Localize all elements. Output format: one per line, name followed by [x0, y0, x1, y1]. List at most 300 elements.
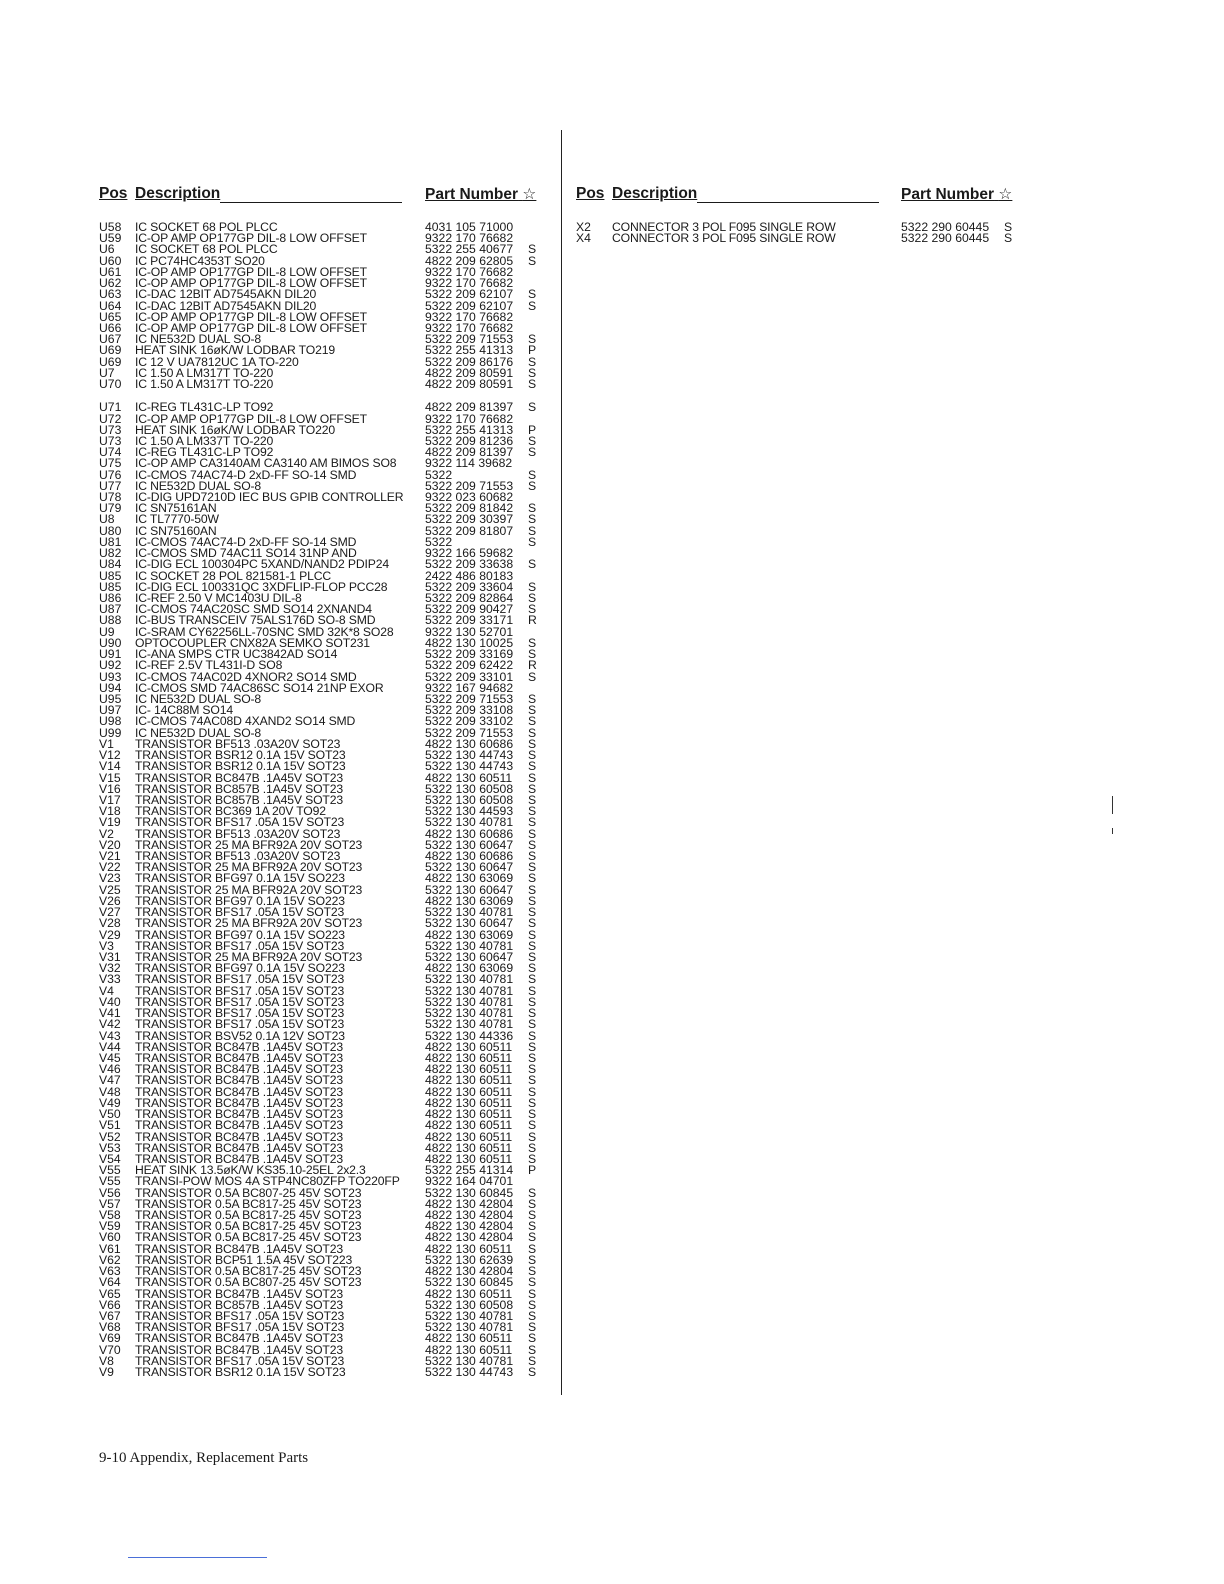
- part-number-cell: 5322 209 62422: [425, 658, 514, 673]
- pos-cell: V49: [99, 1095, 121, 1110]
- table-row: [99, 379, 549, 390]
- description-cell: TRANSISTOR BFS17 .05A 15V SOT23: [135, 938, 345, 953]
- part-number-cell: 9322 167 94682: [425, 680, 514, 695]
- pos-cell: U66: [99, 320, 122, 335]
- code-cell: S: [528, 849, 537, 864]
- pos-cell: U92: [99, 658, 122, 673]
- code-cell: S: [528, 433, 537, 448]
- pos-cell: U75: [99, 456, 122, 471]
- part-number-cell: 4822 130 60511: [425, 1331, 513, 1346]
- description-cell: TRANSISTOR BC847B .1A45V SOT23: [135, 1241, 343, 1256]
- description-cell: TRANSISTOR BF513 .03A20V SOT23: [135, 736, 341, 751]
- code-cell: S: [528, 512, 537, 527]
- description-cell: TRANSISTOR BC847B .1A45V SOT23: [135, 1039, 343, 1054]
- part-number-cell: 4822 130 10025: [425, 635, 514, 650]
- description-cell: TRANSISTOR 0.5A BC817-25 45V SOT23: [135, 1264, 362, 1279]
- part-number-cell: 5322 130 44593: [425, 804, 514, 819]
- code-cell: S: [528, 1017, 537, 1032]
- pos-cell: U71: [99, 400, 122, 415]
- code-cell: S: [528, 501, 537, 516]
- code-cell: S: [528, 1196, 537, 1211]
- description-cell: IC-CMOS SMD 74AC11 SO14 31NP AND: [135, 546, 357, 561]
- pos-cell: U74: [99, 445, 122, 460]
- description-cell: TRANSISTOR BC847B .1A45V SOT23: [135, 1151, 343, 1166]
- pos-cell: V41: [99, 1006, 121, 1021]
- part-number-cell: 4822 130 60511: [425, 1073, 513, 1088]
- description-cell: IC-CMOS 74AC74-D 2xD-FF SO-14 SMD: [135, 534, 357, 549]
- description-cell: HEAT SINK 13.5øK/W KS35.10-25EL 2x2.3: [135, 1163, 366, 1178]
- pos-cell: V52: [99, 1129, 121, 1144]
- code-cell: S: [528, 1309, 537, 1323]
- pos-cell: V65: [99, 1286, 121, 1301]
- part-number-cell: 9322 130 52701: [425, 624, 514, 639]
- column-divider: [561, 130, 562, 1395]
- margin-mark: [1112, 796, 1113, 814]
- description-cell: IC-DIG UPD7210D IEC BUS GPIB CONTROLLER: [135, 490, 404, 505]
- pos-cell: V19: [99, 815, 121, 830]
- code-cell: S: [528, 534, 537, 549]
- pos-cell: U60: [99, 253, 122, 268]
- pos-cell: U63: [99, 287, 122, 302]
- pos-cell: V8: [99, 1353, 114, 1368]
- part-number-cell: 5322 130 62639: [425, 1252, 514, 1267]
- pos-cell: V55: [99, 1174, 121, 1189]
- header-pos: Pos: [99, 185, 128, 202]
- part-number-cell: 5322 209 81807: [425, 523, 514, 538]
- description-cell: TRANSISTOR BC847B .1A45V SOT23: [135, 1342, 343, 1357]
- description-cell: TRANSISTOR BC847B .1A45V SOT23: [135, 1107, 343, 1122]
- code-cell: S: [528, 1073, 537, 1088]
- code-cell: S: [528, 591, 537, 605]
- description-cell: IC 12 V UA7812UC 1A TO-220: [135, 354, 299, 369]
- description-cell: TRANSISTOR BFG97 0.1A 15V SO223: [135, 893, 345, 908]
- description-cell: IC-REG TL431C-LP TO92: [135, 400, 274, 415]
- description-cell: HEAT SINK 16øK/W LODBAR TO219: [135, 343, 335, 358]
- pos-cell: U85: [99, 568, 122, 583]
- description-cell: CONNECTOR 3 POL F095 SINGLE ROW: [612, 231, 836, 246]
- part-number-cell: 9322 170 76682: [425, 264, 514, 279]
- pos-cell: U87: [99, 602, 122, 617]
- part-number-cell: 5322 209 33638: [425, 557, 514, 572]
- pos-cell: V32: [99, 961, 121, 976]
- code-cell: S: [528, 882, 537, 897]
- code-cell: S: [528, 669, 537, 684]
- pos-cell: X4: [576, 231, 591, 246]
- part-number-cell: 5322 209 33108: [425, 703, 514, 718]
- description-cell: IC SN75160AN: [135, 523, 217, 538]
- part-number-cell: 2422 486 80183: [425, 568, 514, 583]
- pos-cell: V17: [99, 792, 121, 807]
- pos-cell: V57: [99, 1196, 121, 1211]
- description-cell: IC SOCKET 28 POL 821581-1 PLCC: [135, 568, 332, 583]
- header-part-number: [425, 185, 536, 204]
- pos-cell: V44: [99, 1039, 121, 1054]
- code-cell: S: [528, 1208, 537, 1223]
- description-cell: IC-ANA SMPS CTR UC3842AD SO14: [135, 647, 338, 662]
- code-cell: S: [528, 770, 537, 785]
- description-cell: IC-REF 2.5V TL431I-D SO8: [135, 658, 283, 673]
- pos-cell: U86: [99, 591, 122, 605]
- description-cell: TRANSISTOR BFS17 .05A 15V SOT23: [135, 815, 345, 830]
- pos-cell: V63: [99, 1264, 121, 1279]
- code-cell: S: [528, 781, 537, 796]
- header-pos: Pos: [576, 185, 605, 202]
- code-cell: S: [528, 1331, 537, 1346]
- pos-cell: U65: [99, 309, 122, 324]
- code-cell: S: [528, 860, 537, 875]
- code-cell: S: [528, 703, 537, 718]
- description-cell: TRANSISTOR 0.5A BC807-25 45V SOT23: [135, 1185, 362, 1200]
- code-cell: S: [528, 1084, 537, 1099]
- description-cell: TRANSISTOR BFS17 .05A 15V SOT23: [135, 905, 345, 920]
- code-cell: S: [528, 804, 537, 819]
- pos-cell: V51: [99, 1118, 121, 1133]
- pos-cell: V50: [99, 1107, 121, 1122]
- part-number-cell: 5322 209 86176: [425, 354, 514, 369]
- pos-cell: U79: [99, 501, 122, 516]
- part-number-cell: 4822 209 81397: [425, 400, 514, 415]
- part-number-cell: 5322 130 44743: [425, 748, 514, 763]
- pos-cell: V16: [99, 781, 121, 796]
- part-number-cell: 5322 130 40781: [425, 1006, 514, 1021]
- pos-cell: V21: [99, 849, 121, 864]
- part-number-cell: 9322 170 76682: [425, 231, 514, 246]
- code-cell: S: [528, 579, 537, 594]
- code-cell: S: [528, 927, 537, 942]
- part-number-cell: 9322 170 76682: [425, 411, 514, 426]
- pos-cell: V20: [99, 837, 121, 852]
- part-number-cell: 4822 130 42804: [425, 1264, 514, 1279]
- description-cell: TRANSISTOR BC847B .1A45V SOT23: [135, 770, 343, 785]
- pos-cell: V4: [99, 983, 114, 998]
- part-number-cell: 4822 130 60511: [425, 770, 513, 785]
- part-number-cell: 4822 130 60511: [425, 1062, 513, 1077]
- pos-cell: V14: [99, 759, 121, 774]
- pos-cell: V54: [99, 1151, 121, 1166]
- pos-cell: U61: [99, 264, 122, 279]
- code-cell: S: [528, 467, 537, 482]
- part-number-cell: 5322 130 60508: [425, 781, 514, 796]
- description-cell: TRANSISTOR BFS17 .05A 15V SOT23: [135, 1309, 345, 1323]
- description-cell: TRANSISTOR BC857B .1A45V SOT23: [135, 792, 343, 807]
- pos-cell: X2: [576, 220, 591, 234]
- code-cell: S: [528, 893, 537, 908]
- code-cell: S: [528, 557, 537, 572]
- part-number-cell: 4822 209 62805: [425, 253, 514, 268]
- description-cell: TRANSISTOR 25 MA BFR92A 20V SOT23: [135, 837, 363, 852]
- code-cell: S: [528, 1185, 537, 1200]
- code-cell: S: [528, 871, 537, 886]
- pos-cell: U67: [99, 332, 122, 347]
- description-cell: IC PC74HC4353T SO20: [135, 253, 265, 268]
- part-number-cell: 5322 130 40781: [425, 972, 514, 987]
- description-cell: TRANSISTOR BC847B .1A45V SOT23: [135, 1073, 343, 1088]
- code-cell: S: [528, 1297, 537, 1312]
- code-cell: S: [528, 1286, 537, 1301]
- description-cell: IC-BUS TRANSCEIV 75ALS176D SO-8 SMD: [135, 613, 376, 628]
- part-number-cell: 5322 130 60647: [425, 916, 514, 931]
- description-cell: TRANSISTOR 0.5A BC817-25 45V SOT23: [135, 1208, 362, 1223]
- description-cell: TRANSISTOR BFS17 .05A 15V SOT23: [135, 983, 345, 998]
- description-cell: IC SN75161AN: [135, 501, 217, 516]
- part-number-cell: 5322 209 30397: [425, 512, 514, 527]
- code-cell: S: [528, 287, 537, 302]
- code-cell: S: [528, 759, 537, 774]
- code-cell: S: [528, 1353, 537, 1368]
- pos-cell: U72: [99, 411, 122, 426]
- pos-cell: V43: [99, 1028, 121, 1043]
- pos-cell: V3: [99, 938, 114, 953]
- pos-cell: U8: [99, 512, 115, 527]
- part-number-cell: 9322 023 60682: [425, 490, 514, 505]
- code-cell: S: [528, 725, 537, 740]
- pos-cell: U78: [99, 490, 122, 505]
- pos-cell: U98: [99, 714, 122, 729]
- part-number-cell: 5322 130 40781: [425, 1309, 514, 1323]
- code-cell: S: [528, 1342, 537, 1357]
- description-cell: IC-CMOS SMD 74AC86SC SO14 21NP EXOR: [135, 680, 384, 695]
- star-icon: ☆: [522, 186, 537, 203]
- pos-cell: V46: [99, 1062, 121, 1077]
- right-column: [576, 185, 1021, 244]
- description-cell: TRANSISTOR BFS17 .05A 15V SOT23: [135, 994, 345, 1009]
- part-number-cell: 5322 130 40781: [425, 1017, 514, 1032]
- part-number-cell: 5322 209 33604: [425, 579, 514, 594]
- pos-cell: V31: [99, 950, 121, 964]
- code-cell: S: [528, 445, 537, 460]
- code-cell: R: [528, 613, 537, 628]
- part-number-cell: 5322 209 62107: [425, 298, 514, 313]
- description-cell: TRANSISTOR BFS17 .05A 15V SOT23: [135, 1017, 345, 1032]
- code-cell: S: [528, 905, 537, 920]
- pos-cell: V22: [99, 860, 121, 875]
- parts-list-right: [576, 222, 1021, 244]
- pos-cell: V1: [99, 736, 114, 751]
- pos-cell: V29: [99, 927, 121, 942]
- margin-mark-small: [1112, 828, 1113, 834]
- part-number-cell: 4822 130 60511: [425, 1107, 513, 1122]
- code-cell: S: [528, 602, 537, 617]
- description-cell: TRANSISTOR 0.5A BC817-25 45V SOT23: [135, 1219, 362, 1234]
- description-cell: IC 1.50 A LM317T TO-220: [135, 377, 274, 392]
- part-number-cell: 5322 130 60647: [425, 860, 514, 875]
- part-number-cell: 4822 130 60511: [425, 1084, 513, 1099]
- part-number-cell: 4822 130 42804: [425, 1208, 514, 1223]
- code-cell: P: [528, 1163, 537, 1178]
- pos-cell: U76: [99, 467, 122, 482]
- pos-cell: U88: [99, 613, 122, 628]
- code-cell: S: [1004, 220, 1013, 234]
- part-number-cell: 5322 130 40781: [425, 1353, 514, 1368]
- part-number-cell: 5322 130 44743: [425, 1365, 514, 1380]
- code-cell: S: [528, 1241, 537, 1256]
- pos-cell: U7: [99, 365, 115, 380]
- pos-cell: V55: [99, 1163, 121, 1178]
- description-cell: IC SOCKET 68 POL PLCC: [135, 220, 278, 234]
- part-number-cell: 5322 130 60647: [425, 882, 514, 897]
- description-cell: IC-DAC 12BIT AD7545AKN DIL20: [135, 298, 317, 313]
- pos-cell: V15: [99, 770, 121, 785]
- pos-cell: U84: [99, 557, 122, 572]
- description-cell: CONNECTOR 3 POL F095 SINGLE ROW: [612, 220, 836, 234]
- part-number-cell: 9322 114 39682: [425, 456, 513, 471]
- description-cell: TRANSISTOR 0.5A BC817-25 45V SOT23: [135, 1196, 362, 1211]
- pos-cell: V48: [99, 1084, 121, 1099]
- header-description: Description: [612, 185, 879, 203]
- code-cell: S: [528, 242, 537, 257]
- code-cell: R: [528, 658, 537, 673]
- code-cell: S: [528, 983, 537, 998]
- description-cell: TRANSISTOR BSR12 0.1A 15V SOT23: [135, 748, 346, 763]
- code-cell: S: [528, 714, 537, 729]
- description-cell: IC-OP AMP CA3140AM CA3140 AM BIMOS SO8: [135, 456, 397, 471]
- code-cell: S: [528, 1062, 537, 1077]
- code-cell: S: [528, 1140, 537, 1155]
- pos-cell: V18: [99, 804, 121, 819]
- part-number-cell: 4822 130 60511: [425, 1140, 513, 1155]
- table-header: [99, 185, 549, 205]
- description-cell: TRANSISTOR BFS17 .05A 15V SOT23: [135, 1320, 345, 1335]
- pos-cell: U64: [99, 298, 122, 313]
- pos-cell: V27: [99, 905, 121, 920]
- description-cell: IC-OP AMP OP177GP DIL-8 LOW OFFSET: [135, 320, 367, 335]
- description-cell: TRANSISTOR BC847B .1A45V SOT23: [135, 1140, 343, 1155]
- part-number-cell: 5322 130 40781: [425, 994, 514, 1009]
- pos-cell: V62: [99, 1252, 121, 1267]
- description-cell: IC-DIG ECL 100331QC 3XDFLIP-FLOP PCC28: [135, 579, 388, 594]
- part-number-cell: 5322 130 60647: [425, 837, 514, 852]
- description-cell: TRANSISTOR BC369 1A 20V TO92: [135, 804, 326, 819]
- code-cell: S: [528, 647, 537, 662]
- pos-cell: V64: [99, 1275, 121, 1290]
- description-cell: TRANSISTOR BF513 .03A20V SOT23: [135, 826, 341, 841]
- part-number-cell: 5322 209 71553: [425, 478, 514, 493]
- code-cell: S: [528, 972, 537, 987]
- description-cell: IC NE532D DUAL SO-8: [135, 725, 262, 740]
- code-cell: S: [528, 837, 537, 852]
- code-cell: S: [528, 523, 537, 538]
- header-part-number-label: Part Number: [901, 186, 995, 203]
- part-number-cell: 4822 130 60511: [425, 1342, 513, 1357]
- description-cell: TRANSISTOR BC847B .1A45V SOT23: [135, 1129, 343, 1144]
- pos-cell: V67: [99, 1309, 121, 1323]
- part-number-cell: 5322 130 40781: [425, 815, 514, 830]
- description-cell: TRANSISTOR BC847B .1A45V SOT23: [135, 1095, 343, 1110]
- part-number-cell: 4822 130 42804: [425, 1219, 514, 1234]
- part-number-cell: 5322 255 41313: [425, 422, 514, 437]
- pos-cell: U73: [99, 433, 122, 448]
- code-cell: S: [528, 1264, 537, 1279]
- description-cell: IC-CMOS 74AC08D 4XAND2 SO14 SMD: [135, 714, 356, 729]
- part-number-cell: 4822 130 60511: [425, 1050, 513, 1065]
- part-number-cell: 5322 209 82864: [425, 591, 514, 605]
- pos-cell: V56: [99, 1185, 121, 1200]
- description-cell: IC-OP AMP OP177GP DIL-8 LOW OFFSET: [135, 309, 367, 324]
- part-number-cell: 5322 130 60508: [425, 1297, 514, 1312]
- part-number-cell: 5322: [425, 534, 453, 549]
- code-cell: S: [528, 253, 537, 268]
- decorative-line: [128, 1557, 267, 1558]
- description-cell: TRANSISTOR BC857B .1A45V SOT23: [135, 1297, 343, 1312]
- pos-cell: V23: [99, 871, 121, 886]
- pos-cell: V53: [99, 1140, 121, 1155]
- pos-cell: V9: [99, 1365, 114, 1380]
- part-number-cell: 5322 130 40781: [425, 1320, 514, 1335]
- code-cell: S: [528, 1118, 537, 1133]
- pos-cell: U59: [99, 231, 122, 246]
- part-number-cell: 5322 290 60445: [901, 220, 990, 234]
- description-cell: TRANSISTOR BFS17 .05A 15V SOT23: [135, 1006, 345, 1021]
- code-cell: S: [528, 994, 537, 1009]
- pos-cell: V33: [99, 972, 121, 987]
- description-cell: IC-OP AMP OP177GP DIL-8 LOW OFFSET: [135, 264, 367, 279]
- part-number-cell: 5322 130 40781: [425, 905, 514, 920]
- pos-cell: U77: [99, 478, 122, 493]
- part-number-cell: 9322 166 59682: [425, 546, 514, 561]
- description-cell: TRANSISTOR BFS17 .05A 15V SOT23: [135, 972, 345, 987]
- code-cell: S: [528, 792, 537, 807]
- description-cell: TRANSISTOR BC847B .1A45V SOT23: [135, 1084, 343, 1099]
- code-cell: S: [528, 1252, 537, 1267]
- code-cell: S: [528, 1365, 537, 1380]
- code-cell: S: [528, 1275, 537, 1290]
- table-header-right: [576, 185, 1021, 205]
- header-part-number-label: Part Number: [425, 186, 519, 203]
- part-number-cell: 5322 130 40781: [425, 938, 514, 953]
- pos-cell: V47: [99, 1073, 121, 1088]
- code-cell: S: [528, 1320, 537, 1335]
- description-cell: TRANSISTOR BC857B .1A45V SOT23: [135, 781, 343, 796]
- description-cell: IC-CMOS 74AC20SC SMD SO14 2XNAND4: [135, 602, 372, 617]
- pos-cell: U70: [99, 377, 122, 392]
- part-number-cell: 4822 130 63069: [425, 871, 514, 886]
- code-cell: S: [528, 1151, 537, 1166]
- pos-cell: U58: [99, 220, 122, 234]
- code-cell: P: [528, 343, 537, 358]
- code-cell: S: [528, 377, 537, 392]
- part-number-cell: 9322 170 76682: [425, 276, 514, 291]
- code-cell: S: [1004, 231, 1013, 246]
- header-part-number: [901, 185, 1012, 204]
- pos-cell: V26: [99, 893, 121, 908]
- code-cell: S: [528, 400, 537, 415]
- pos-cell: U91: [99, 647, 122, 662]
- part-number-cell: 5322 209 71553: [425, 332, 514, 347]
- pos-cell: V25: [99, 882, 121, 897]
- pos-cell: V2: [99, 826, 114, 841]
- code-cell: S: [528, 1129, 537, 1144]
- part-number-cell: 4822 130 60686: [425, 826, 514, 841]
- description-cell: OPTOCOUPLER CNX82A SEMKO SOT231: [135, 635, 370, 650]
- part-number-cell: 9322 164 04701: [425, 1174, 514, 1189]
- page-footer: 9-10 Appendix, Replacement Parts: [99, 1450, 309, 1466]
- part-number-cell: 4822 130 60511: [425, 1129, 513, 1144]
- part-number-cell: 4822 130 42804: [425, 1230, 514, 1245]
- code-cell: P: [528, 422, 537, 437]
- code-cell: S: [528, 950, 537, 964]
- pos-cell: U73: [99, 422, 122, 437]
- code-cell: S: [528, 635, 537, 650]
- description-cell: TRANSISTOR BSR12 0.1A 15V SOT23: [135, 759, 346, 774]
- part-number-cell: 5322 130 60845: [425, 1185, 514, 1200]
- part-number-cell: 5322 130 40781: [425, 983, 514, 998]
- pos-cell: V40: [99, 994, 121, 1009]
- part-number-cell: 4822 130 60511: [425, 1241, 513, 1256]
- part-number-cell: 5322 209 81842: [425, 501, 514, 516]
- pos-cell: U85: [99, 579, 122, 594]
- part-number-cell: 9322 170 76682: [425, 309, 514, 324]
- table-row: [576, 233, 1021, 244]
